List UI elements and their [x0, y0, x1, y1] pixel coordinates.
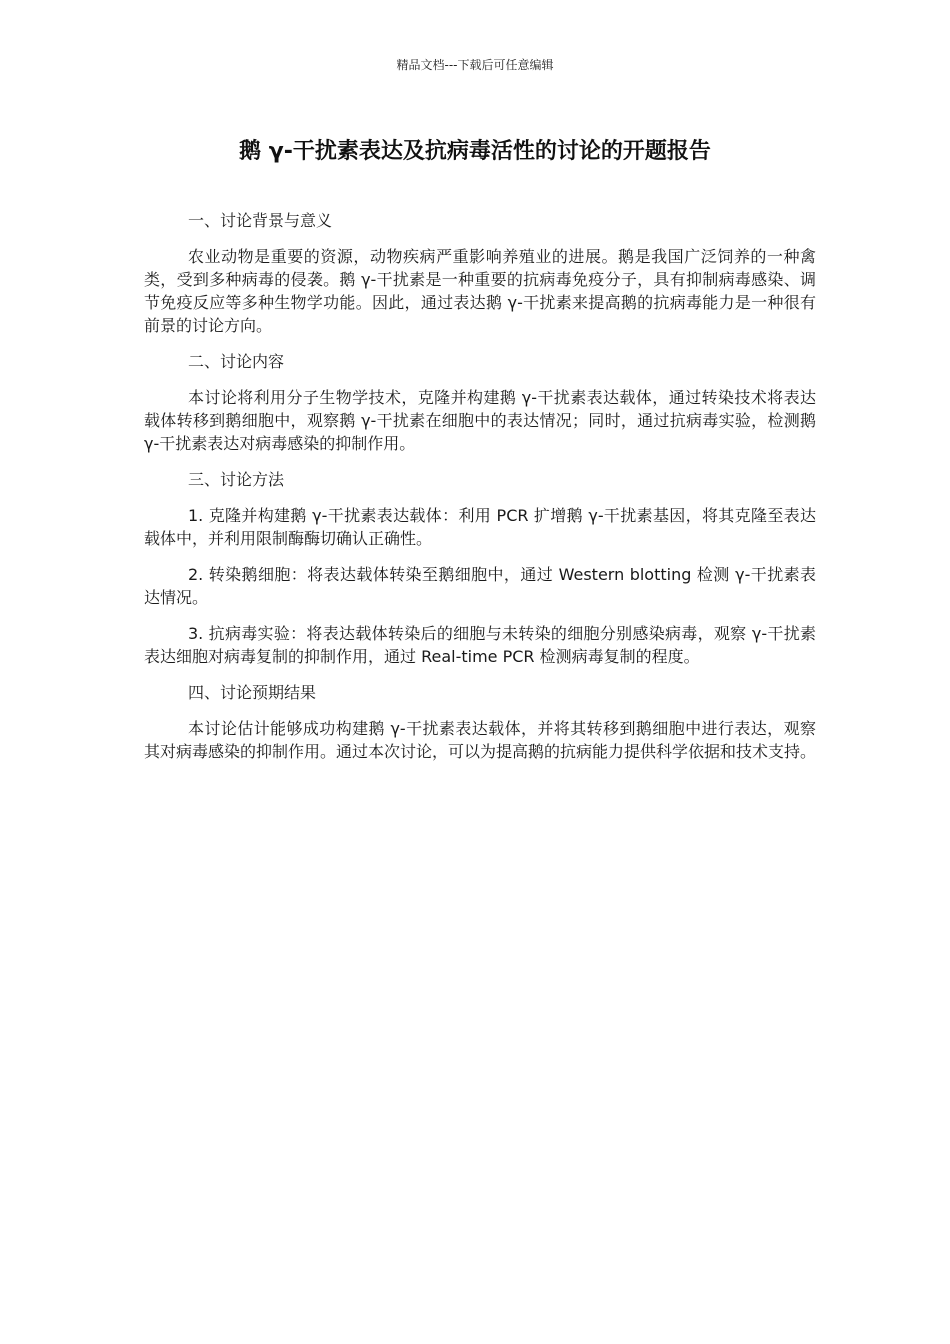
- page-header: 精品文档---下载后可任意编辑: [396, 58, 554, 72]
- paragraph-method-2: 2. 转染鹅细胞：将表达载体转染至鹅细胞中，通过 Western blotting 检测 γ-干扰素表达情况。: [144, 565, 816, 607]
- document-body: [144, 209, 816, 776]
- paragraph-method-3: 3. 抗病毒实验：将表达载体转染后的细胞与未转染的细胞分别感染病毒，观察 γ-干扰素表达细胞对病毒复制的抑制作用，通过 Real-time PCR 检测病毒复制的程度。: [144, 624, 816, 666]
- paragraph-background: 农业动物是重要的资源，动物疾病严重影响养殖业的进展。鹅是我国广泛饲养的一种禽类，受到多种病毒的侵袭。鹅 γ-干扰素是一种重要的抗病毒免疫分子，具有抑制病毒感染、调节免疫反应等多种生物学功能。因此，通过表达鹅 γ-干扰素来提高鹅的抗病毒能力是一种很有前景的讨论方向。: [144, 247, 816, 335]
- document-title: 鹅 γ-干扰素表达及抗病毒活性的讨论的开题报告: [239, 139, 711, 164]
- paragraph-results: 本讨论估计能够成功构建鹅 γ-干扰素表达载体，并将其转移到鹅细胞中进行表达，观察其对病毒感染的抑制作用。通过本次讨论，可以为提高鹅的抗病能力提供科学依据和技术支持。: [144, 719, 817, 761]
- section-heading-content: 二、讨论内容: [188, 352, 285, 371]
- section-heading-methods: 三、讨论方法: [188, 470, 285, 489]
- section-heading-results: 四、讨论预期结果: [188, 683, 317, 702]
- paragraph-content: 本讨论将利用分子生物学技术，克隆并构建鹅 γ-干扰素表达载体，通过转染技术将表达载体转移到鹅细胞中，观察鹅 γ-干扰素在细胞中的表达情况；同时，通过抗病毒实验，检测鹅 γ-干扰素表达对病毒感染的抑制作用。: [144, 388, 816, 453]
- section-heading-background: 一、讨论背景与意义: [188, 211, 333, 230]
- paragraph-method-1: 1. 克隆并构建鹅 γ-干扰素表达载体：利用 PCR 扩增鹅 γ-干扰素基因，将其克隆至表达载体中，并利用限制酶酶切确认正确性。: [144, 506, 816, 548]
